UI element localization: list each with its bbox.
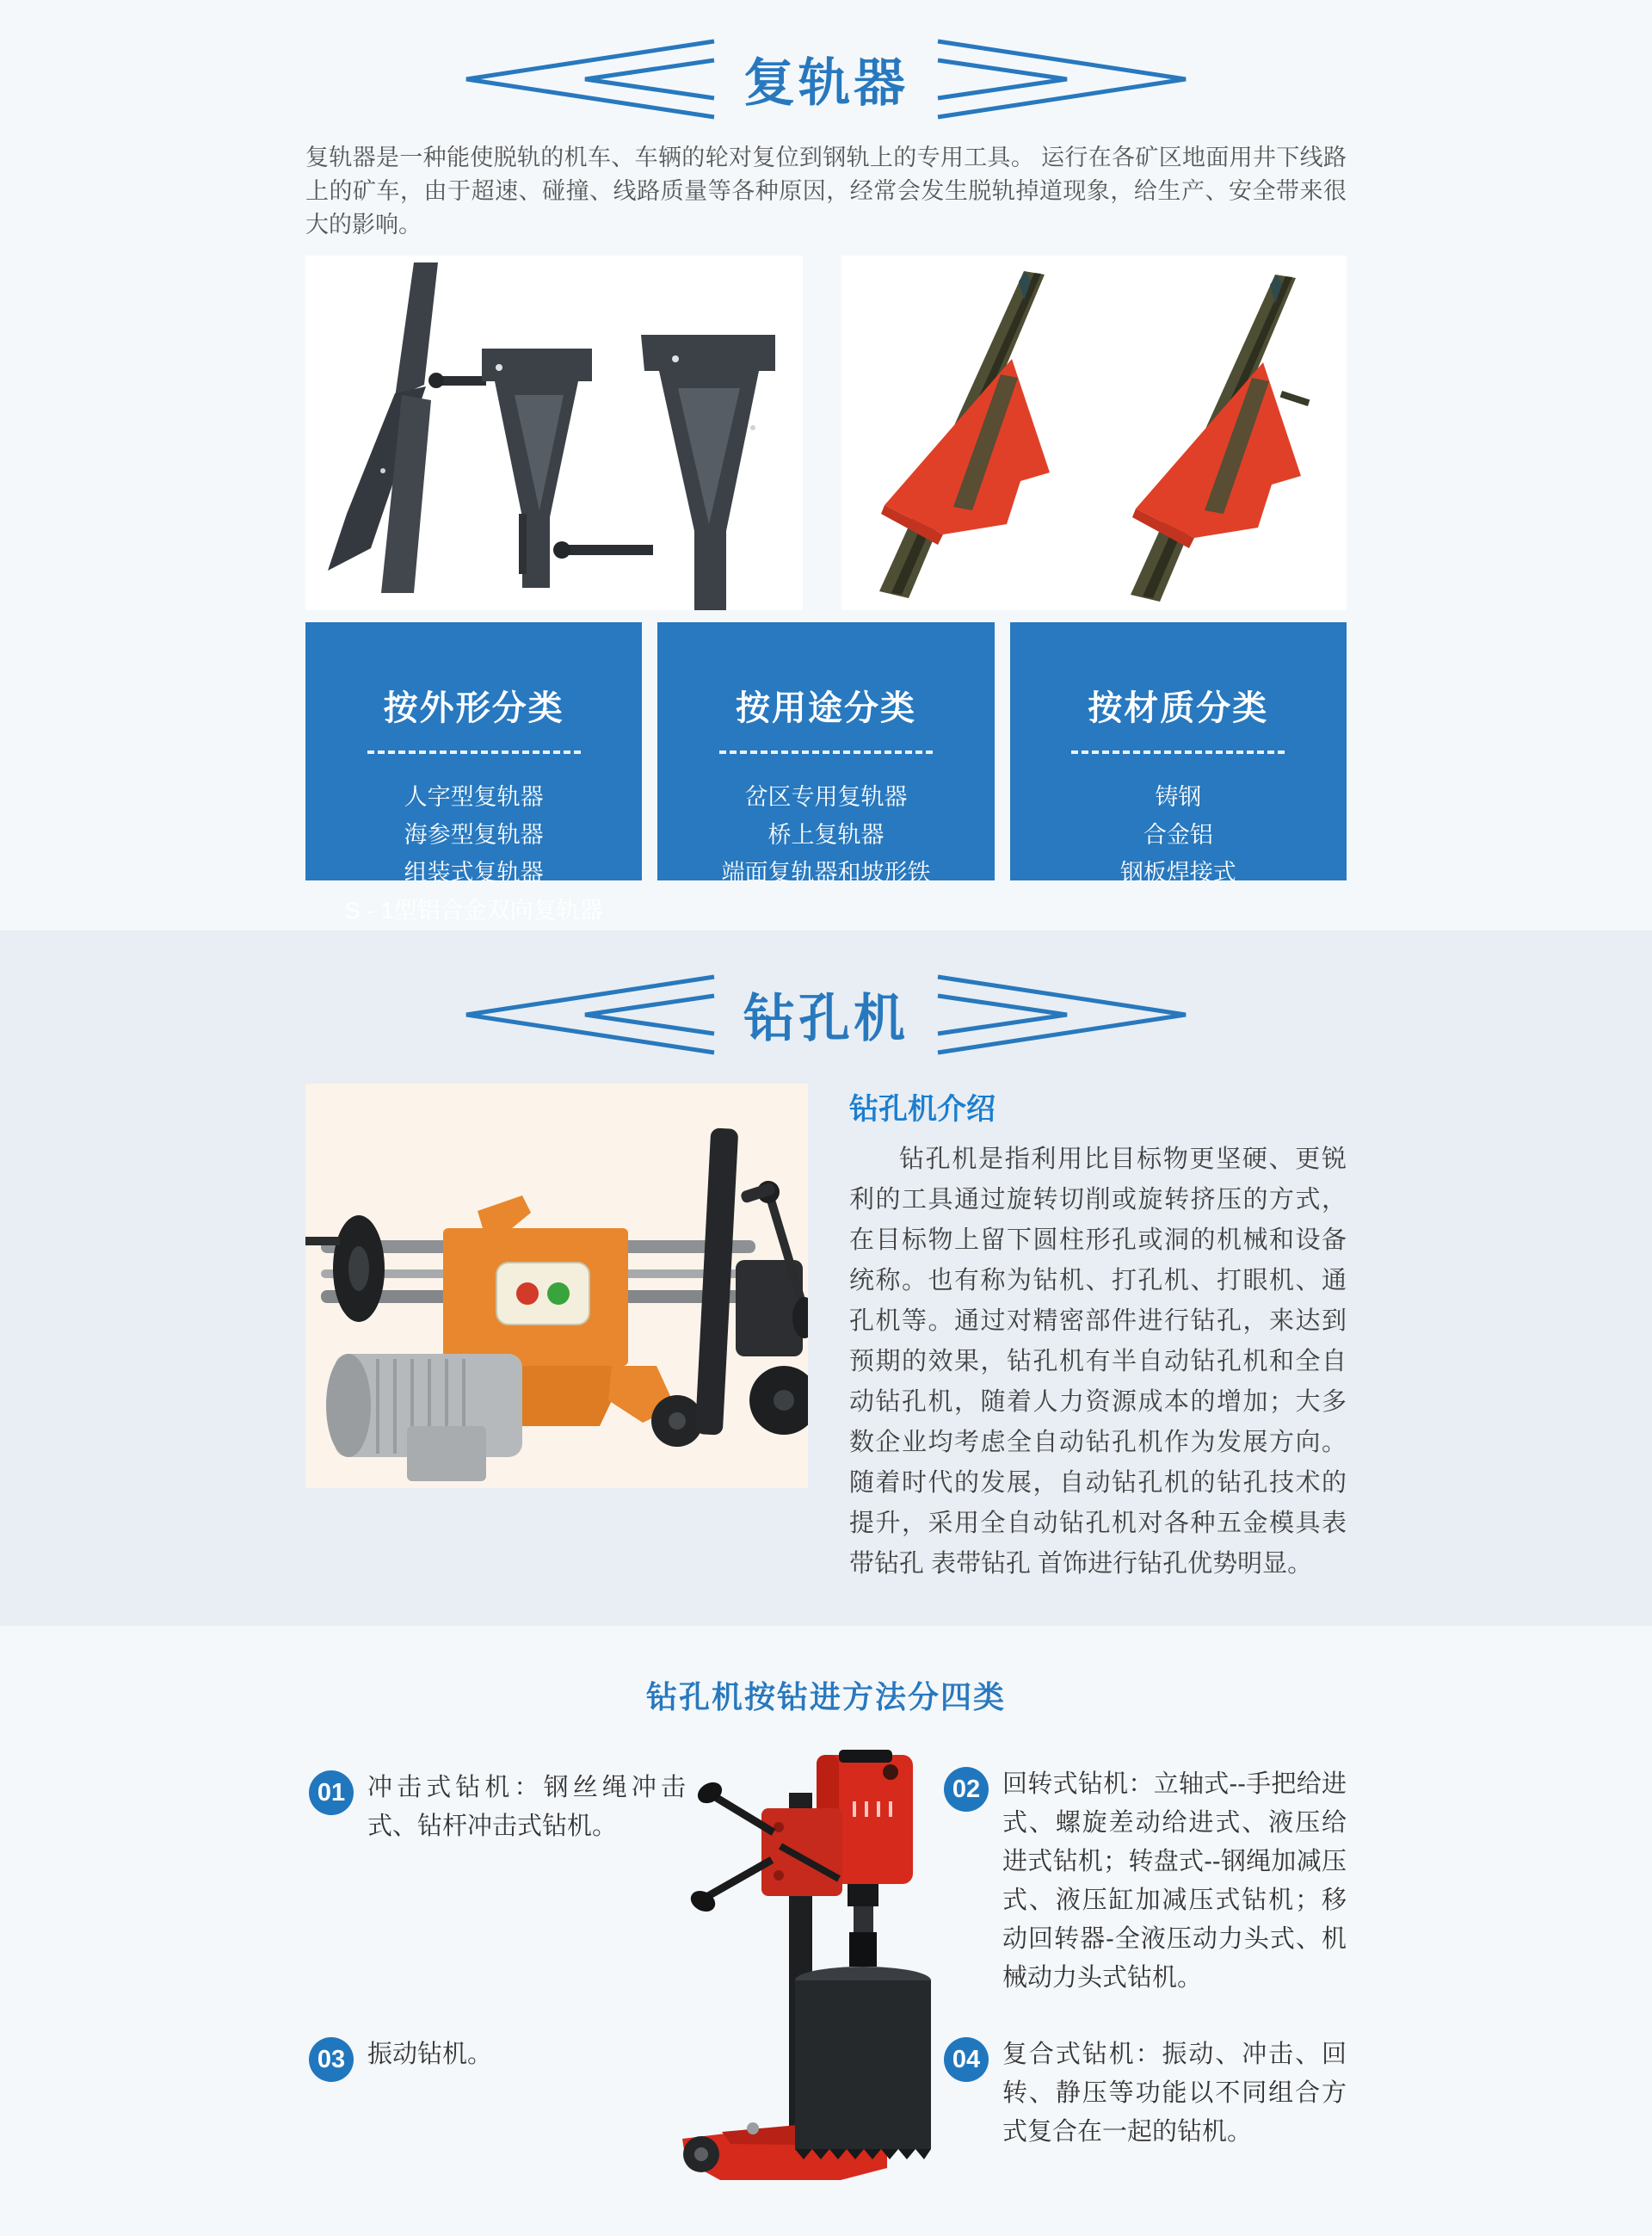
- double-chevron-left-icon: [459, 36, 718, 122]
- card-by-usage-title: 按用途分类: [735, 689, 916, 727]
- double-chevron-left-icon: [459, 972, 718, 1058]
- type-item-04: [944, 2035, 1347, 2152]
- drill-types-section: [0, 1626, 1652, 2236]
- type-item-02-text: 回转式钻机：立轴式--手把给进式、螺旋差动给进式、液压给进式钻机；转盘式--钢绳加减压式、液压缸加减压式钻机；移动回转器-全液压动力头式、机械动力头式钻机。: [1002, 1770, 1347, 1992]
- card-item: 岔区专用复轨器: [744, 784, 908, 810]
- rerailer-section: [0, 0, 1652, 930]
- cast-steel-rerailer-photo: [305, 256, 803, 610]
- card-item: 合金铝: [1143, 822, 1213, 848]
- core-drill-machine-photo: [670, 1750, 939, 2202]
- cast-steel-rerailer-illustration: [305, 256, 803, 610]
- drill-content-row: [305, 1084, 1347, 1584]
- rerailer-photo-row: [305, 256, 1347, 610]
- type-item-02: [944, 1765, 1347, 1998]
- card-by-usage: [657, 622, 994, 886]
- core-drill-machine-illustration: [670, 1750, 939, 2197]
- drill-intro-paragraph: 钻孔机是指利用比目标物更坚硬、更锐利的工具通过旋转切削或旋转挤压的方式，在目标物上留下圆柱形孔或洞的机械和设备统称。也有称为钻机、打孔机、打眼机、通孔机等。通过对精密部件进行钻孔，来达到预期的效果，钻孔机有半自动钻孔机和全自动钻孔机，随着人力资源成本的增加；大多数企业均考虑全自动钻孔机作为发展方向。随着时代的发展，自动钻孔机的钻孔技术的提升，采用全自动钻孔机对各种五金模具表带钻孔 表带钻孔 首饰进行钻孔优势明显。: [849, 1146, 1347, 1578]
- double-chevron-right-icon: [934, 36, 1193, 122]
- drill-title-row: [305, 972, 1347, 1058]
- type-item-04-text: 复合式钻机：振动、冲击、回转、静压等功能以不同组合方式复合在一起的钻机。: [1002, 2041, 1347, 2146]
- number-badge-03: 03: [309, 2037, 354, 2082]
- card-item: 钢板焊接式: [1119, 860, 1236, 886]
- drill-types-layout: [305, 1750, 1347, 2202]
- card-item: 人字型复轨器: [404, 784, 544, 810]
- card-item: 桥上复轨器: [767, 822, 885, 848]
- card-by-shape: [305, 622, 642, 923]
- drill-section-title: 钻孔机: [743, 990, 909, 1047]
- card-item: 铸钢: [1155, 784, 1202, 810]
- drill-intro-block: [849, 1084, 1347, 1584]
- type-item-03: [309, 2035, 686, 2082]
- rerailer-intro-paragraph: 复轨器是一种能使脱轨的机车、车辆的轮对复位到钢轨上的专用工具。 运行在各矿区地面用井下线路上的矿车，由于超速、碰撞、线路质量等各种原因，经常会发生脱轨掉道现象，给生产、安全带来很大的影响。: [305, 145, 1347, 238]
- rail-drilling-machine-photo: [305, 1084, 808, 1488]
- red-rerailer-illustration: [841, 256, 1347, 610]
- number-badge-02: 02: [944, 1767, 989, 1812]
- type-item-03-text: 振动钻机。: [367, 2041, 493, 2068]
- double-chevron-right-icon: [934, 972, 1193, 1058]
- card-by-material: [1010, 622, 1347, 886]
- card-item: 海参型复轨器: [404, 822, 544, 848]
- type-item-01-text: 冲击式钻机：钢丝绳冲击式、钻杆冲击式钻机。: [367, 1774, 686, 1840]
- rail-drilling-machine-illustration: [305, 1084, 808, 1488]
- type-item-01: [309, 1769, 686, 1846]
- card-item: 端面复轨器和坡形铁: [721, 860, 931, 886]
- number-badge-04: 04: [944, 2037, 989, 2082]
- card-divider: [719, 750, 933, 754]
- drill-intro-heading: 钻孔机介绍: [849, 1093, 996, 1126]
- drill-types-heading: 钻孔机按钻进方法分四类: [645, 1679, 1006, 1714]
- card-by-material-title: 按材质分类: [1088, 689, 1269, 727]
- drill-section: [0, 930, 1652, 1626]
- card-by-shape-title: 按外形分类: [383, 689, 564, 727]
- rerailer-title-row: [305, 36, 1347, 122]
- red-rerailer-on-rails-photo: [841, 256, 1347, 610]
- rerailer-card-row: [305, 622, 1347, 923]
- number-badge-01: 01: [309, 1770, 354, 1815]
- card-divider: [1071, 750, 1285, 754]
- rerailer-section-title: 复轨器: [743, 54, 909, 112]
- card-item: 组装式复轨器: [404, 860, 544, 886]
- card-item: S - 1型铝合金双向复轨器: [344, 898, 603, 923]
- card-divider: [367, 750, 581, 754]
